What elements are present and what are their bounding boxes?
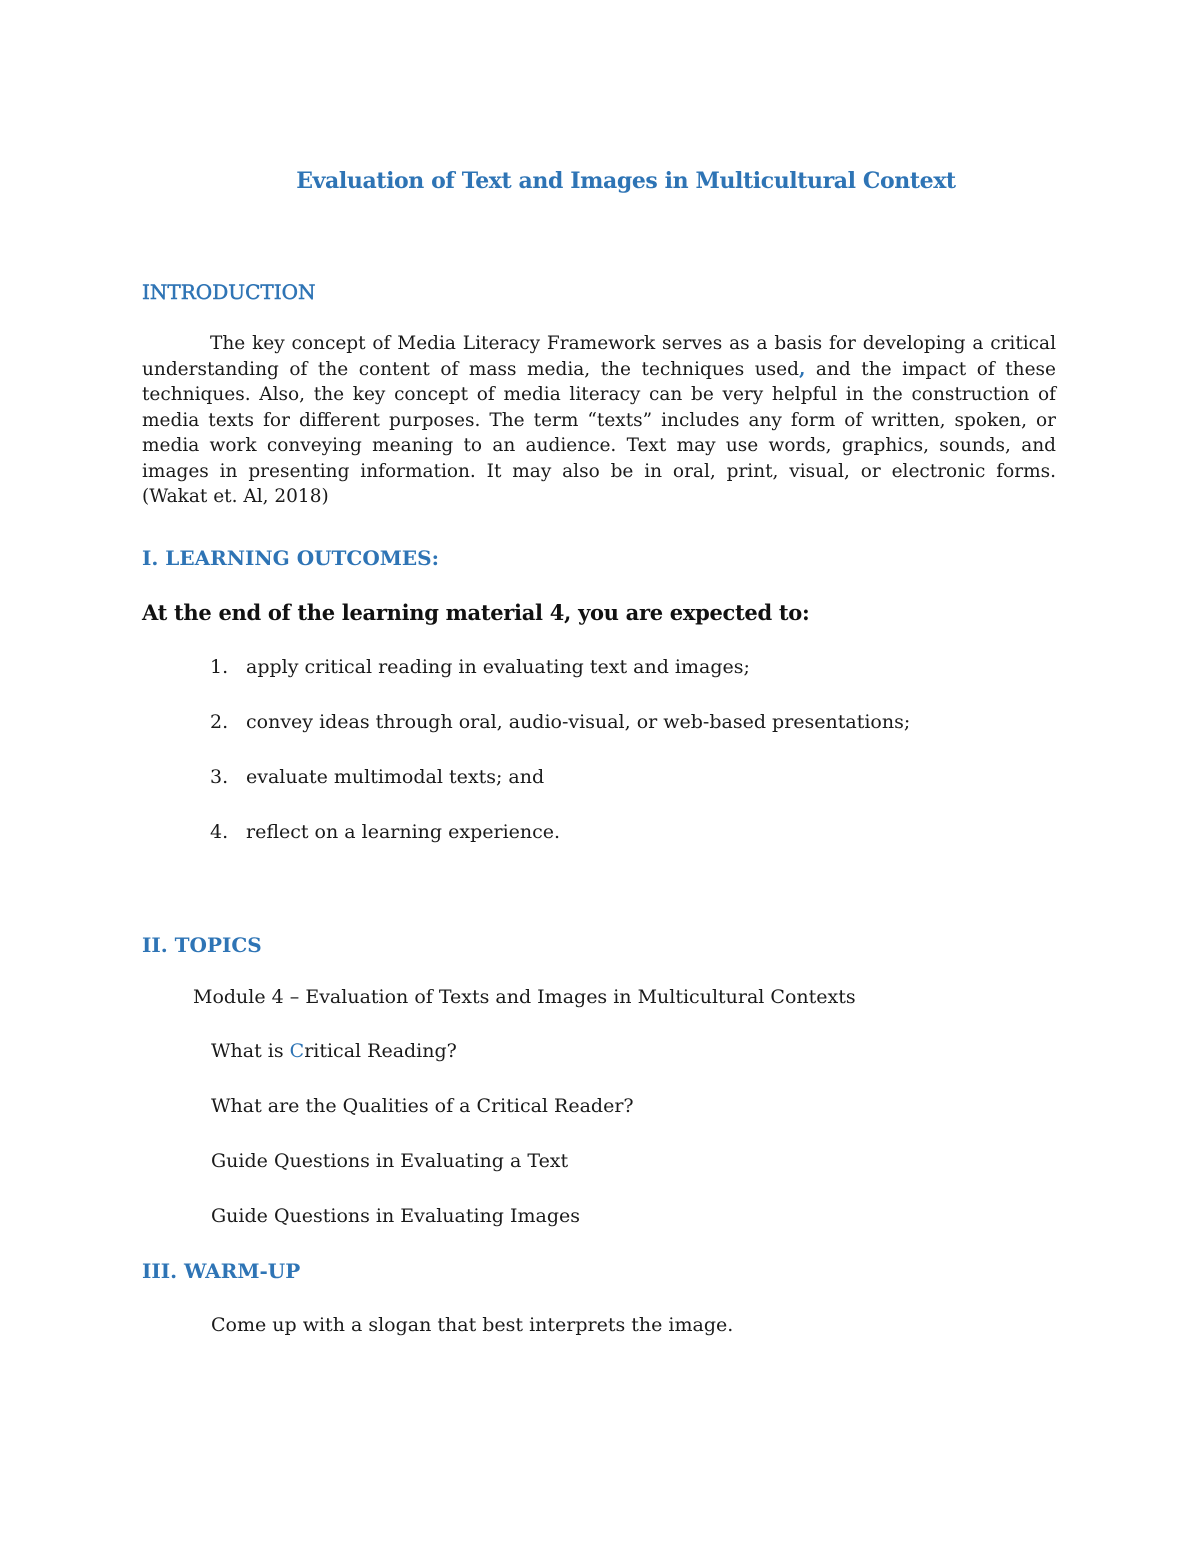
- introduction-heading: INTRODUCTION: [142, 280, 316, 304]
- list-item: [210, 821, 560, 843]
- warmup-heading: III. WARM-UP: [142, 1259, 301, 1283]
- list-item: [210, 766, 544, 788]
- topic-item: What are the Qualities of a Critical Reader?: [211, 1095, 634, 1117]
- module-title: Module 4 – Evaluation of Texts and Images in Multicultural Contexts: [193, 986, 856, 1008]
- introduction-text-part1: The key concept of Media Literacy Framework serves as a basis for developing a critical understanding of the content of mass media, the techniques used: [142, 333, 1056, 380]
- topic-item: Guide Questions in Evaluating a Text: [211, 1150, 569, 1172]
- learning-outcomes-heading: I. LEARNING OUTCOMES:: [142, 546, 439, 570]
- topic-item: [211, 1040, 457, 1062]
- introduction-paragraph: [142, 331, 1056, 510]
- list-item-number: 1.: [210, 656, 229, 678]
- topics-heading: II. TOPICS: [142, 933, 262, 957]
- list-item: [210, 656, 750, 678]
- warmup-instruction: Come up with a slogan that best interprets the image.: [211, 1314, 734, 1336]
- topic-item: Guide Questions in Evaluating Images: [211, 1205, 581, 1227]
- list-item-number: 3.: [210, 766, 229, 788]
- list-item-text: convey ideas through oral, audio-visual, or web-based presentations;: [246, 711, 911, 733]
- list-item-number: 4.: [210, 821, 229, 843]
- topic-item-accent-letter: C: [289, 1040, 305, 1062]
- list-item-text: reflect on a learning experience.: [246, 821, 561, 843]
- learning-outcomes-lead: At the end of the learning material 4, you are expected to:: [142, 600, 810, 625]
- list-item-text: apply critical reading in evaluating text and images;: [246, 656, 750, 678]
- document-title: Evaluation of Text and Images in Multicultural Context: [296, 168, 956, 194]
- introduction-comma: ,: [798, 358, 806, 380]
- list-item: [210, 711, 910, 733]
- topic-item-prefix: What is: [211, 1040, 290, 1062]
- list-item-number: 2.: [210, 711, 229, 733]
- topic-item-suffix: ritical Reading?: [304, 1040, 457, 1062]
- list-item-text: evaluate multimodal texts; and: [246, 766, 545, 788]
- introduction-text-part2: and the impact of these techniques. Also, the key concept of media literacy can be very helpful in the construction of media texts for different purposes. The term “texts” includes any form of written, spoken, or media work conveying meaning to an audience. Text may use words, graphics, sounds, and images in presenting information. It may also be in oral, print, visual, or electronic forms. (Wakat et. Al, 2018): [142, 358, 1056, 507]
